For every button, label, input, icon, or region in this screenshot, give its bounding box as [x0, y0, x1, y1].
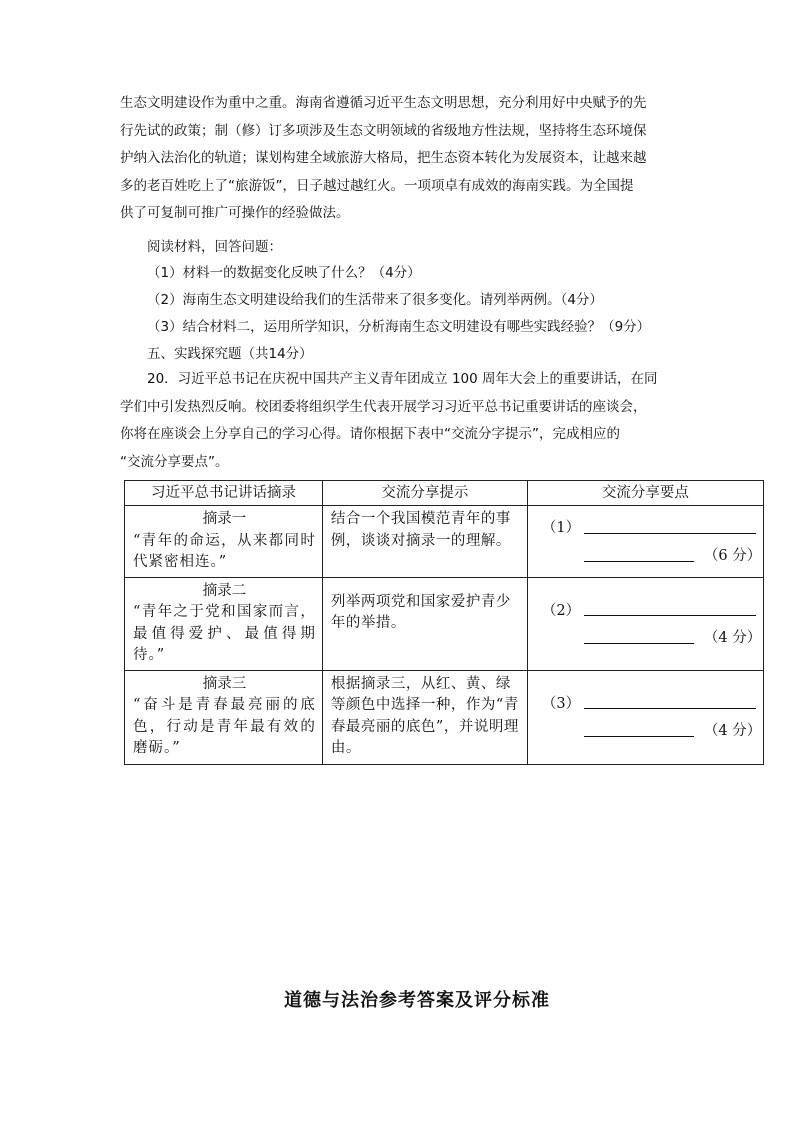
question-2: （2）海南生态文明建设给我们的生活带来了很多变化。请列举两例。（4分）	[147, 292, 603, 308]
answer-blank-line[interactable]	[584, 643, 694, 644]
intro-line: 多的老百姓吃上了“旅游饭”，日子越过越红火。一项项卓有成效的海南实践。为全国提	[120, 177, 634, 194]
excerpt-text: “青年之于党和国家而言，最值得爱护、最值得期待。”	[133, 604, 316, 663]
read-prompt: 阅读材料，回答问题：	[147, 239, 282, 255]
answer-number: （1）	[541, 520, 581, 536]
hint-cell	[322, 506, 527, 578]
answer-blank-line[interactable]	[584, 708, 756, 709]
intro-paragraph	[120, 90, 680, 228]
answer-blank-line[interactable]	[584, 533, 756, 534]
q20-line: 学们中引发热烈反响。校团委将组织学生代表开展学习习近平总书记重要讲话的座谈会，	[120, 398, 647, 415]
intro-line: 生态文明建设作为重中之重。海南省遵循习近平生态文明思想，充分利用好中央赋予的先	[120, 95, 647, 111]
excerpt-cell	[125, 577, 323, 670]
answer-key-heading: 道德与法治参考答案及评分标准	[284, 990, 550, 1011]
answer-cell	[527, 670, 763, 764]
header-excerpt: 习近平总书记讲话摘录	[125, 481, 323, 506]
table-header-row	[125, 481, 764, 506]
question-3: （3）结合材料二，运用所学知识，分析海南生态文明建设有哪些实践经验？（9分）	[147, 319, 651, 335]
question-1: （1）材料一的数据变化反映了什么？（4分）	[147, 265, 421, 281]
intro-line: 行先试的政策；制（修）订多项涉及生态文明领域的省级地方性法规，坚持将生态环境保	[120, 122, 647, 139]
answer-number: （3）	[541, 695, 581, 712]
sharing-table	[124, 480, 764, 765]
score-label: （4 分）	[703, 722, 762, 739]
hint-text: 结合一个我国模范青年的事例，谈谈对摘录一的理解。	[330, 511, 511, 549]
q20-line: “交流分享要点”。	[120, 453, 229, 470]
hint-cell	[322, 670, 527, 764]
score-label: （6 分）	[703, 548, 762, 564]
excerpt-title: 摘录三	[202, 675, 247, 692]
hint-cell	[322, 577, 527, 670]
answer-blank-line[interactable]	[584, 615, 756, 616]
score-label: （4 分）	[703, 629, 762, 646]
answer-cell	[527, 506, 763, 578]
intro-line: 供了可复制可推广可操作的经验做法。	[120, 205, 350, 221]
header-hint: 交流分享提示	[322, 481, 527, 506]
table-row	[125, 506, 764, 578]
question-20	[120, 366, 680, 476]
q20-line: 20．习近平总书记在庆祝中国共产主义青年团成立 100 周年大会上的重要讲话，在同	[147, 371, 658, 387]
excerpt-cell	[125, 670, 323, 764]
q20-line: 你将在座谈会上分享自己的学习心得。请你根据下表中“交流分字提示”，完成相应的	[120, 426, 620, 442]
answer-blank-line[interactable]	[584, 736, 694, 737]
table-row	[125, 670, 764, 764]
excerpt-cell	[125, 506, 323, 578]
excerpt-text: “青年的命运，从来都同时代紧密相连。”	[133, 532, 316, 570]
section-heading: 五、实践探究题（共14分）	[147, 346, 313, 362]
answer-number: （2）	[541, 602, 581, 619]
excerpt-text: “奋斗是青春最亮丽的底色，行动是青年最有效的磨砺。”	[133, 697, 316, 756]
intro-line: 护纳入法治化的轨道；谋划构建全域旅游大格局，把生态资本转化为发展资本，让越来越	[120, 150, 647, 166]
table-row	[125, 577, 764, 670]
excerpt-title: 摘录二	[202, 582, 247, 599]
hint-text: 列举两项党和国家爱护青少年的举措。	[330, 593, 511, 631]
answer-cell	[527, 577, 763, 670]
hint-text: 根据摘录三，从红、黄、绿等颜色中选择一种，作为“青春最亮丽的底色”，并说明理由。	[330, 675, 519, 756]
header-points: 交流分享要点	[527, 481, 763, 506]
answer-blank-line[interactable]	[584, 561, 694, 562]
excerpt-title: 摘录一	[202, 511, 247, 527]
